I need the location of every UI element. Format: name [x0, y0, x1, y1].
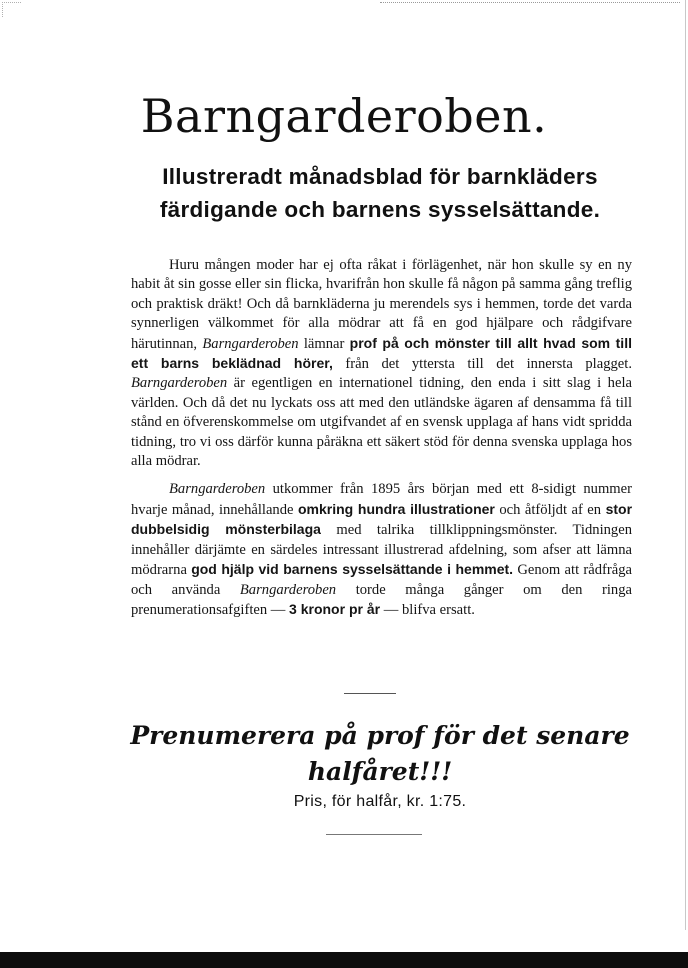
text-run: är egentligen en internationel tidning, den enda i sitt slag i hela världen. Och då det nu lyckats oss att med den utländske ägaren af densamma få till stånd en öfverenskommelse om utgifvandet af en svensk upplaga af hans vidt spridda tidning, tro vi oss därför kunna påräkna ett säkert stöd för denna svenska upplaga hos alla mödrar. [131, 375, 632, 470]
italic-title-run: Barngarderoben [169, 481, 266, 498]
scan-bottom-bar [0, 952, 688, 968]
italic-title-run: Barngarderoben [131, 375, 228, 392]
text-run: från det yttersta till det innersta plagget. [332, 356, 632, 373]
bold-run: god hjälp vid barnens sysselsättande i hemmet. [191, 561, 514, 578]
text-run: Genom att rådfråga och använda [131, 562, 632, 598]
text-run: och åtföljdt af en [494, 501, 606, 518]
paragraph-intro [131, 256, 632, 471]
section-divider [344, 693, 396, 694]
italic-title-run: Barngarderoben [202, 335, 299, 352]
end-divider [326, 834, 422, 835]
bold-run: stor dubbelsidig mönsterbilaga [131, 500, 633, 538]
text-run: torde många gånger om den ringa prenumerationsafgiften — [131, 581, 632, 618]
text-run: lämnar [298, 335, 350, 352]
italic-title-run: Barngarderoben [239, 581, 337, 598]
bold-run: prof på och mönster till allt hvad som till ett barns beklädnad hörer, [131, 334, 632, 372]
text-run: Huru mången moder har ej ofta råkat i förlägenhet, när hon skulle sy en ny habit åt sin gosse eller sin flicka, hvarifrån hon skulle få någon på samma gång treflig och praktisk dräkt! Och då barnkläderna ju merendels sys i hemmen, torde det varda synnerligen välkommet för alla mödrar att få en god hjälpare och rådgifvare härutinnan, [131, 257, 632, 352]
subscribe-call-to-action: Prenumerera på prof för det senare halfåret!!! [130, 721, 630, 786]
masthead-title: Barngarderoben. [140, 89, 548, 143]
text-run: — blifva ersatt. [380, 601, 475, 618]
scan-top-rule [380, 2, 680, 3]
masthead-subtitle: Illustreradt månadsblad för barnkläders färdigande och barnens sysselsättande. [159, 164, 601, 222]
text-run: utkommer från 1895 års början med ett 8-sidigt nummer hvarje månad, innehållande [131, 481, 632, 518]
price-line: Pris, för halfår, kr. 1:75. [293, 793, 467, 810]
text-run: med talrika tillklippningsmönster. Tidningen innehåller därjämte en särdeles intressant illustrerad afdelning, som afser att lämna mödrarna [131, 522, 632, 579]
bold-run: omkring hundra illustrationer [297, 500, 495, 517]
scan-corner-mark [2, 2, 21, 17]
bold-run: 3 kronor pr år [289, 600, 381, 617]
paragraph-details [131, 480, 632, 620]
body-text [131, 256, 632, 620]
